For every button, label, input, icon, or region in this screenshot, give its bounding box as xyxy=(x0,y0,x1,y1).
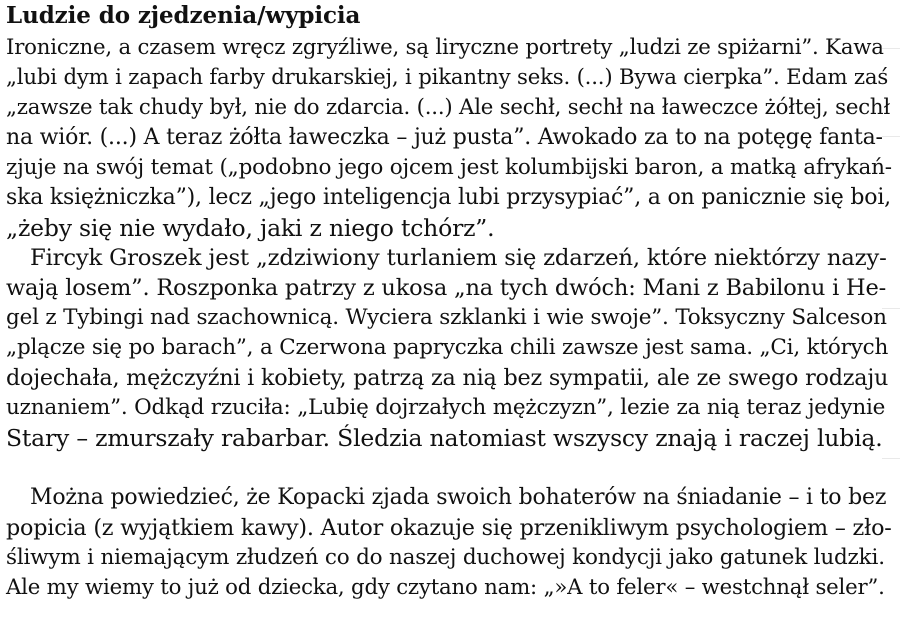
paragraph-2-line-4: „plącze się po barach”, a Czerwona papryczka chili zawsze jest sama. „Ci, których xyxy=(6,335,889,360)
paragraph-1-line-1: Ironiczne, a czasem wręcz zgryźliwe, są liryczne portrety „ludzi ze spiżarni”. Kawa xyxy=(6,35,884,60)
bleed-through-mark xyxy=(882,308,900,321)
bleed-through-mark xyxy=(882,48,900,61)
bleed-through-mark xyxy=(882,136,900,149)
paragraph-1-line-5: zjuje na swój temat („podobno jego ojcem jest kolumbijski baron, a matką afrykań- xyxy=(6,155,892,180)
paragraph-2-line-2: wają losem”. Roszponka patrzy z ukosa „na tych dwóch: Mani z Babilonu i He- xyxy=(6,275,886,301)
paragraph-1-line-4: na wiór. (...) A teraz żółta ławeczka – już pusta”. Awokado za to na potęgę fanta- xyxy=(6,125,883,150)
paragraph-3-line-2: popicia (z wyjątkiem kawy). Autor okazuje się przenikliwym psychologiem – zło- xyxy=(6,515,892,541)
paragraph-2-line-3: gel z Tybingi nad szachownicą. Wyciera szklanki i wie swoje”. Toksyczny Salceson xyxy=(6,305,887,330)
bleed-through-mark xyxy=(882,458,900,471)
paragraph-3-line-1: Można powiedzieć, że Kopacki zjada swoich bohaterów na śniadanie – i to bez xyxy=(30,485,887,510)
paragraph-3-line-4: Ale my wiemy to już od dziecka, gdy czytano nam: „»A to feler« – westchnął seler”. xyxy=(6,575,885,600)
paragraph-1-line-3: „zawsze tak chudy był, nie do zdarcia. (...) Ale sechł, sechł na ławeczce żółtej, sechł xyxy=(6,95,891,120)
paragraph-2-line-5: dojechała, mężczyźni i kobiety, patrzą za nią bez sympatii, ale ze swego rodzaju xyxy=(6,365,889,391)
paragraph-2-line-6: uznaniem”. Odkąd rzuciła: „Lubię dojrzałych mężczyzn”, lezie za nią teraz jedynie xyxy=(6,395,886,420)
paragraph-3-line-3: śliwym i niemającym złudzeń co do naszej duchowej kondycji jako gatunek ludzki. xyxy=(6,545,885,570)
paragraph-2-line-1: Fircyk Groszek jest „zdziwiony turlaniem się zdarzeń, które niektórzy nazy- xyxy=(30,245,887,271)
section-heading: Ludzie do zjedzenia/wypicia xyxy=(6,2,361,29)
paragraph-1-line-6: ska księżniczka”), lecz „jego inteligencja lubi przysypiać”, a on panicznie się boi, xyxy=(6,185,891,210)
paragraph-2-line-7: Stary – zmurszały rabarbar. Śledzia natomiast wszyscy znają i raczej lubią. xyxy=(6,424,883,452)
paragraph-1-line-2: „lubi dym i zapach farby drukarskiej, i pikantny seks. (...) Bywa cierpka”. Edam zaś xyxy=(6,65,889,90)
paragraph-1-line-7: „żeby się nie wydało, jaki z niego tchórz”. xyxy=(6,214,495,242)
